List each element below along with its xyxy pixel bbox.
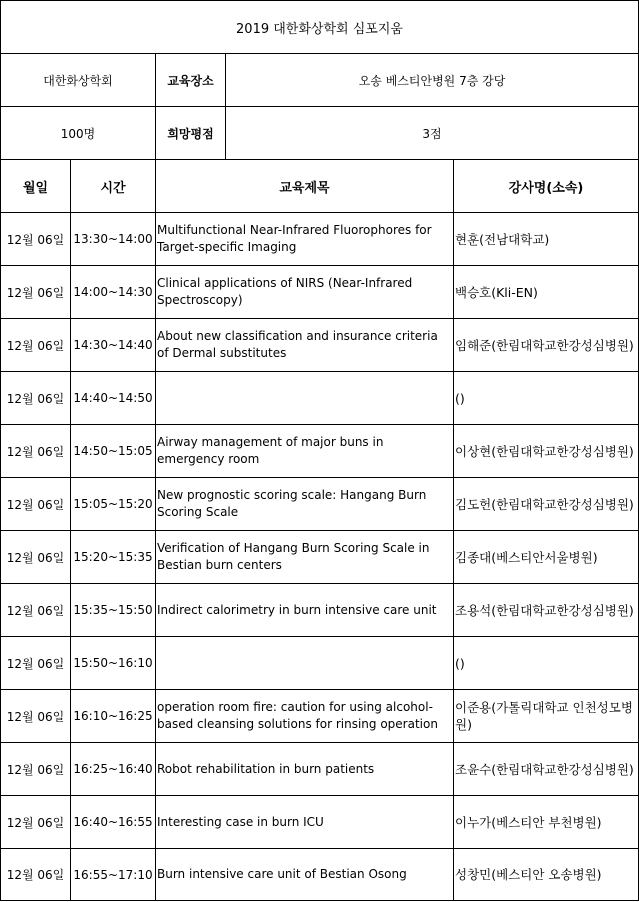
- date-cell: 12월 06일: [1, 796, 71, 849]
- speaker-cell: 이준용(가톨릭대학교 인천성모병원): [454, 690, 639, 743]
- time-cell: 16:25~16:40: [71, 743, 156, 796]
- subject-cell: Interesting case in burn ICU: [156, 796, 454, 849]
- table-row: [1, 743, 639, 796]
- table-row: [1, 425, 639, 478]
- table-row: [1, 372, 639, 425]
- points-label: 희망평점: [156, 107, 226, 160]
- time-cell: 14:30~14:40: [71, 319, 156, 372]
- table-row: [1, 531, 639, 584]
- venue-value: 오송 베스티안병원 7층 강당: [226, 54, 639, 107]
- subject-cell: Clinical applications of NIRS (Near-Infrared Spectroscopy): [156, 266, 454, 319]
- speaker-cell: 이누가(베스티안 부천병원): [454, 796, 639, 849]
- time-cell: 14:00~14:30: [71, 266, 156, 319]
- subject-cell: Robot rehabilitation in burn patients: [156, 743, 454, 796]
- speaker-header: 강사명(소속): [454, 160, 639, 213]
- points-row: [1, 107, 639, 160]
- subject-cell: Airway management of major buns in emergency room: [156, 425, 454, 478]
- subject-cell: Indirect calorimetry in burn intensive care unit: [156, 584, 454, 637]
- time-cell: 16:55~17:10: [71, 849, 156, 901]
- date-cell: 12월 06일: [1, 637, 71, 690]
- speaker-cell: 백승호(Kli-EN): [454, 266, 639, 319]
- time-cell: 15:05~15:20: [71, 478, 156, 531]
- table-row: [1, 637, 639, 690]
- time-cell: 16:40~16:55: [71, 796, 156, 849]
- subject-cell: Verification of Hangang Burn Scoring Scale in Bestian burn centers: [156, 531, 454, 584]
- date-cell: 12월 06일: [1, 319, 71, 372]
- date-cell: 12월 06일: [1, 531, 71, 584]
- table-row: [1, 796, 639, 849]
- time-cell: 16:10~16:25: [71, 690, 156, 743]
- time-cell: 14:50~15:05: [71, 425, 156, 478]
- subject-header: 교육제목: [156, 160, 454, 213]
- date-cell: 12월 06일: [1, 372, 71, 425]
- title-row: [1, 1, 639, 54]
- date-cell: 12월 06일: [1, 478, 71, 531]
- subject-cell: operation room fire: caution for using alcohol-based cleansing solutions for rinsing operation: [156, 690, 454, 743]
- speaker-cell: 이상현(한림대학교한강성심병원): [454, 425, 639, 478]
- subject-cell: [156, 637, 454, 690]
- date-cell: 12월 06일: [1, 849, 71, 901]
- venue-row: [1, 54, 639, 107]
- subject-cell: Burn intensive care unit of Bestian Osong: [156, 849, 454, 901]
- document-title: 2019 대한화상학회 심포지움: [1, 1, 639, 54]
- table-row: [1, 266, 639, 319]
- table-row: [1, 478, 639, 531]
- schedule-rows: [1, 213, 639, 901]
- speaker-cell: 조윤수(한림대학교한강성심병원): [454, 743, 639, 796]
- venue-label: 교육장소: [156, 54, 226, 107]
- table-row: [1, 319, 639, 372]
- speaker-cell: (): [454, 372, 639, 425]
- subject-cell: Multifunctional Near-Infrared Fluorophores for Target-specific Imaging: [156, 213, 454, 266]
- date-header: 월일: [1, 160, 71, 213]
- date-cell: 12월 06일: [1, 690, 71, 743]
- speaker-cell: (): [454, 637, 639, 690]
- table-row: [1, 584, 639, 637]
- capacity-cell: 100명: [1, 107, 156, 160]
- subject-cell: About new classification and insurance criteria of Dermal substitutes: [156, 319, 454, 372]
- speaker-cell: 성창민(베스티안 오송병원): [454, 849, 639, 901]
- table-row: [1, 690, 639, 743]
- speaker-cell: 현훈(전남대학교): [454, 213, 639, 266]
- organizer-cell: 대한화상학회: [1, 54, 156, 107]
- subject-cell: [156, 372, 454, 425]
- points-value: 3점: [226, 107, 639, 160]
- table-row: [1, 213, 639, 266]
- time-cell: 15:20~15:35: [71, 531, 156, 584]
- date-cell: 12월 06일: [1, 213, 71, 266]
- speaker-cell: 임해준(한림대학교한강성심병원): [454, 319, 639, 372]
- time-cell: 13:30~14:00: [71, 213, 156, 266]
- speaker-cell: 조용석(한림대학교한강성심병원): [454, 584, 639, 637]
- table-row: [1, 849, 639, 901]
- time-cell: 15:50~16:10: [71, 637, 156, 690]
- time-cell: 14:40~14:50: [71, 372, 156, 425]
- date-cell: 12월 06일: [1, 743, 71, 796]
- header-row: [1, 160, 639, 213]
- date-cell: 12월 06일: [1, 266, 71, 319]
- subject-cell: New prognostic scoring scale: Hangang Burn Scoring Scale: [156, 478, 454, 531]
- time-cell: 15:35~15:50: [71, 584, 156, 637]
- time-header: 시간: [71, 160, 156, 213]
- speaker-cell: 김도헌(한림대학교한강성심병원): [454, 478, 639, 531]
- date-cell: 12월 06일: [1, 425, 71, 478]
- date-cell: 12월 06일: [1, 584, 71, 637]
- speaker-cell: 김종대(베스티안서울병원): [454, 531, 639, 584]
